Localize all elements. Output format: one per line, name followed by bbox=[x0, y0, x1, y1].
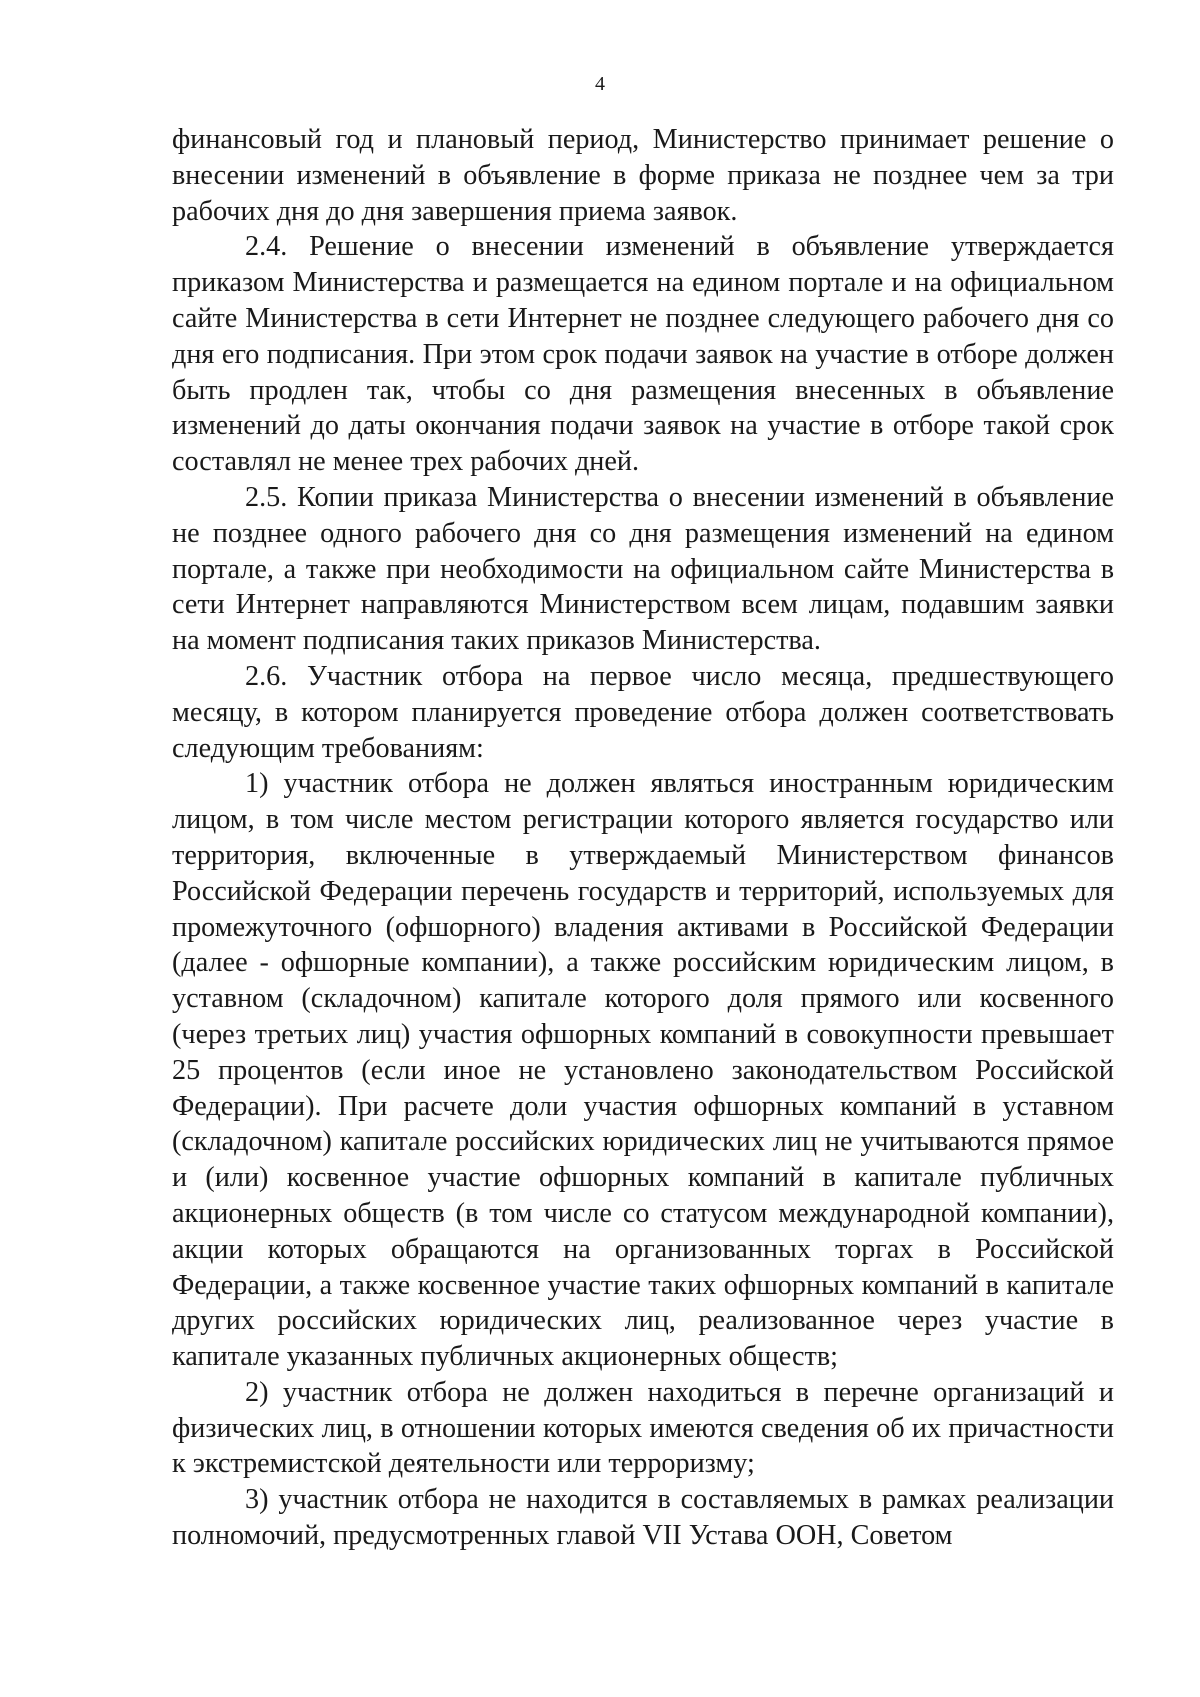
paragraph-2-4: 2.4. Решение о внесении изменений в объявление утверждается приказом Министерства и размещается на едином портале и на официальном сайте Министерства в сети Интернет не позднее следующего рабочего дня со дня его подписания. При этом срок подачи заявок на участие в отборе должен быть продлен так, чтобы со дня размещения внесенных в объявление изменений до даты окончания подачи заявок на участие в отборе такой срок составлял не менее трех рабочих дней. bbox=[172, 231, 1114, 478]
paragraph-2-6: 2.6. Участник отбора на первое число месяца, предшествующего месяцу, в котором планируется проведение отбора должен соответствовать следующим требованиям: bbox=[172, 660, 1114, 764]
paragraph-2-5: 2.5. Копии приказа Министерства о внесении изменений в объявление не позднее одного рабочего дня со дня размещения изменений на едином портале, а также при необходимости на официальном сайте Министерства в сети Интернет направляются Министерством всем лицам, подавшим заявки на момент подписания таких приказов Министерства. bbox=[172, 481, 1114, 657]
paragraph-continuation: финансовый год и плановый период, Министерство принимает решение о внесении изменений в объявление в форме приказа не позднее чем за три рабочих дня до дня завершения приема заявок. bbox=[172, 124, 1114, 227]
document-body bbox=[172, 122, 1114, 1554]
requirement-item-1: 1) участник отбора не должен являться иностранным юридическим лицом, в том числе местом регистрации которого является государство или территория, включенные в утверждаемый Министерством финансов Российской Федерации перечень государств и территорий, используемых для промежуточного (офшорного) владения активами в Российской Федерации (далее - офшорные компании), а также российским юридическим лицом, в уставном (складочном) капитале которого доля прямого или косвенного (через третьих лиц) участия офшорных компаний в совокупности превышает 25 процентов (если иное не установлено законодательством Российской Федерации). При расчете доли участия офшорных компаний в уставном (складочном) капитале российских юридических лиц не учитываются прямое и (или) косвенное участие офшорных компаний в капитале публичных акционерных обществ (в том числе со статусом международной компании), акции которых обращаются на организованных торгах в Российской Федерации, а также косвенное участие таких офшорных компаний в капитале других российских юридических лиц, реализованное через участие в капитале указанных публичных акционерных обществ; bbox=[172, 768, 1114, 1373]
page-number: 4 bbox=[595, 73, 605, 95]
requirement-item-3: 3) участник отбора не находится в составляемых в рамках реализации полномочий, предусмотренных главой VII Устава ООН, Советом bbox=[172, 1484, 1114, 1552]
requirement-item-2: 2) участник отбора не должен находиться в перечне организаций и физических лиц, в отношении которых имеются сведения об их причастности к экстремистской деятельности или терроризму; bbox=[172, 1376, 1114, 1480]
